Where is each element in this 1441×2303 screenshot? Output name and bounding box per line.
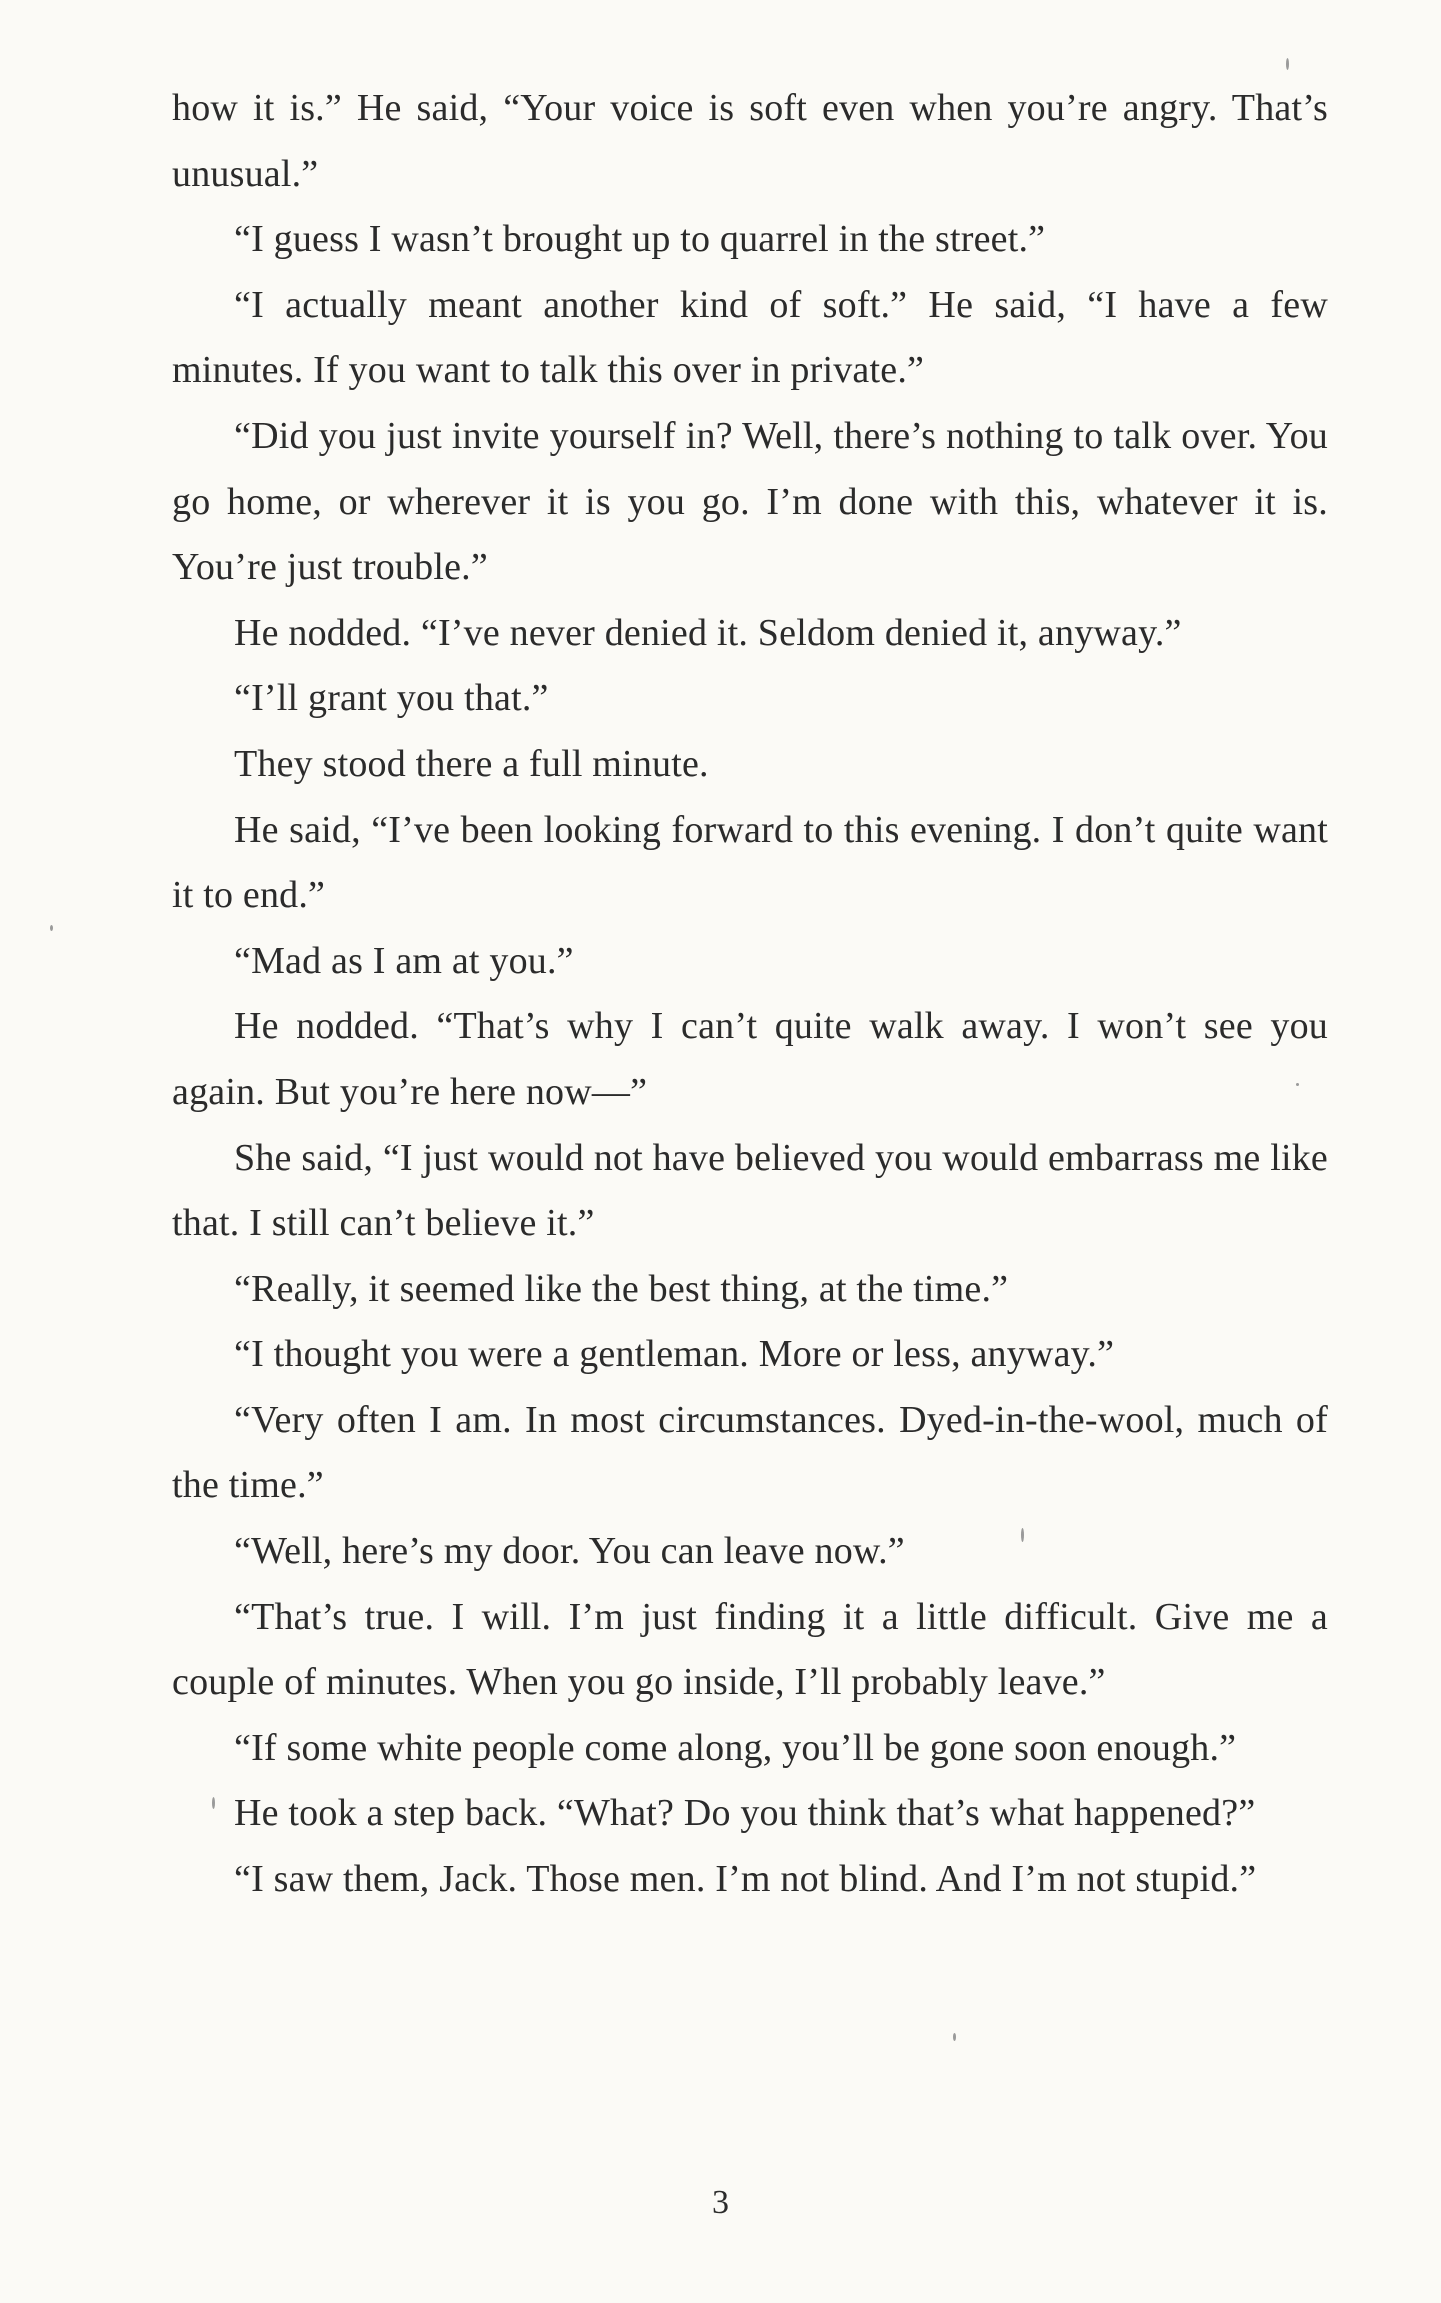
paragraph: “Did you just invite yourself in? Well, there’s nothing to talk over. You go home, or wherever it is you go. I’m done with this, whatever it is. You’re just trouble.”	[172, 414, 1328, 589]
paragraph: “I saw them, Jack. Those men. I’m not blind. And I’m not stupid.”	[234, 1858, 1257, 1901]
paragraph: “I’ll grant you that.”	[234, 677, 549, 720]
page-number: 3	[712, 2184, 729, 2221]
paragraph: They stood there a full minute.	[234, 742, 709, 785]
paragraph: “Mad as I am at you.”	[234, 939, 574, 982]
paragraph: He said, “I’ve been looking forward to this evening. I don’t quite want it to end.”	[172, 808, 1328, 917]
paragraph: “I actually meant another kind of soft.” He said, “I have a few minutes. If you want to talk this over in private.”	[172, 283, 1328, 392]
paper-speck	[50, 925, 53, 931]
paper-speck	[212, 1797, 215, 1809]
paper-speck	[953, 2033, 956, 2041]
paragraph: “I guess I wasn’t brought up to quarrel in the street.”	[234, 218, 1046, 261]
paper-speck	[1296, 1083, 1299, 1086]
paper-speck	[1286, 58, 1289, 70]
body-text	[172, 76, 1328, 1913]
paragraph: “Really, it seemed like the best thing, at the time.”	[234, 1267, 1009, 1310]
paragraph: “Well, here’s my door. You can leave now.”	[234, 1530, 905, 1573]
paragraph: “Very often I am. In most circumstances. Dyed-in-the-wool, much of the time.”	[172, 1398, 1328, 1507]
paragraph: “I thought you were a gentleman. More or less, anyway.”	[234, 1333, 1115, 1376]
paragraph-continuation: how it is.” He said, “Your voice is soft even when you’re angry. That’s unusual.”	[172, 87, 1328, 195]
paragraph: “That’s true. I will. I’m just finding it a little difficult. Give me a couple of minutes. When you go inside, I’ll probably leave.”	[172, 1595, 1328, 1704]
paragraph: He nodded. “I’ve never denied it. Seldom denied it, anyway.”	[234, 611, 1182, 654]
paragraph: He nodded. “That’s why I can’t quite walk away. I won’t see you again. But you’re here now—”	[172, 1005, 1328, 1113]
paragraph: “If some white people come along, you’ll be gone soon enough.”	[234, 1726, 1237, 1769]
paper-speck	[1021, 1528, 1024, 1542]
paragraph: He took a step back. “What? Do you think that’s what happened?”	[234, 1792, 1256, 1835]
paragraph: She said, “I just would not have believed you would embarrass me like that. I still can’t believe it.”	[172, 1136, 1328, 1245]
